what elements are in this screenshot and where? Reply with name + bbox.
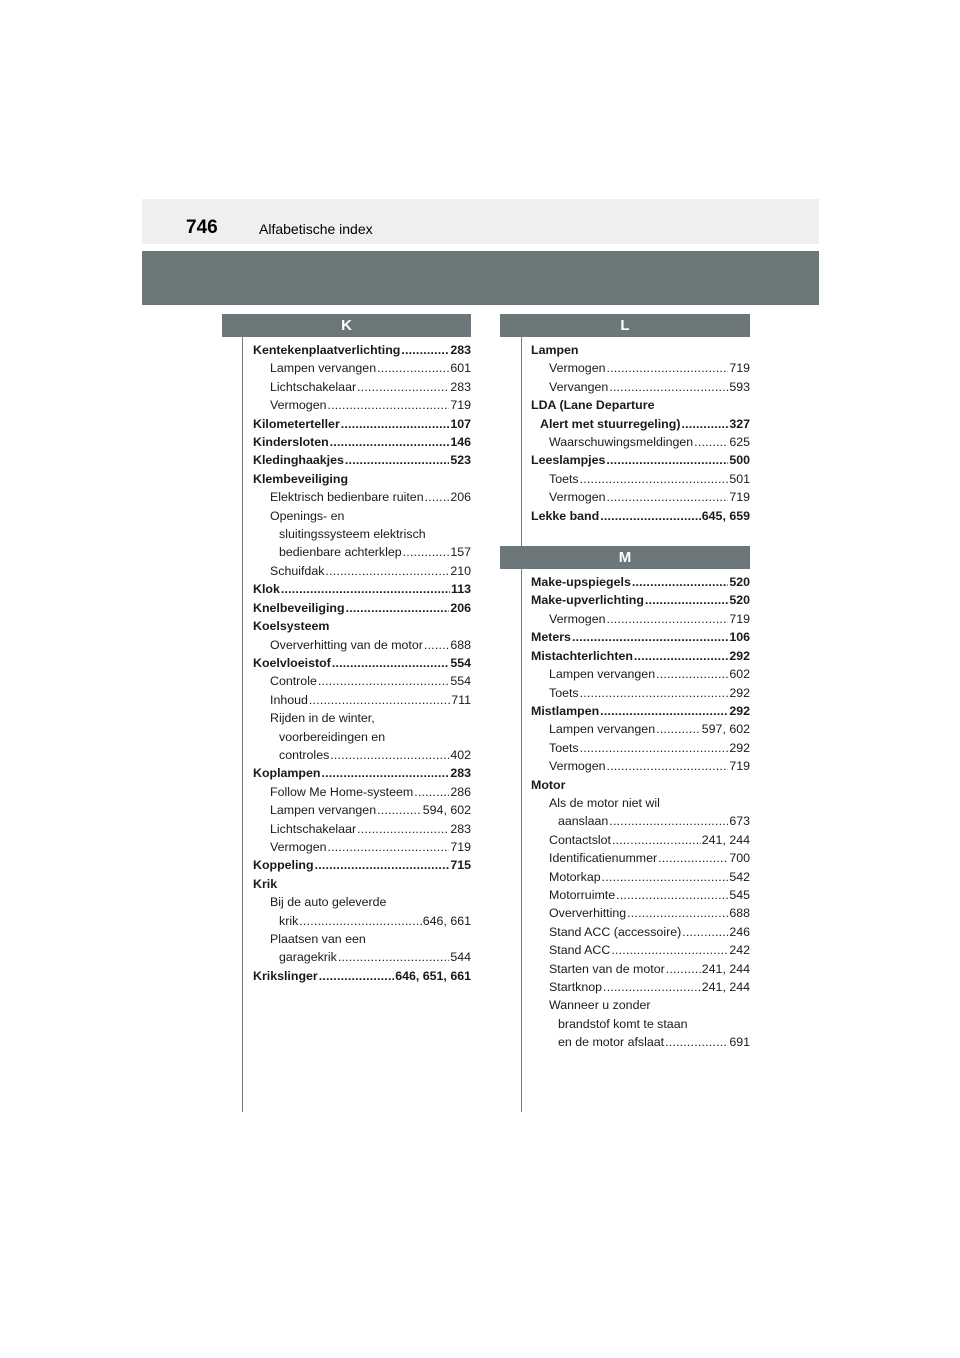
index-entry-pages: 597, 602 [701,722,750,737]
index-entry [222,930,471,948]
index-entry [222,599,471,617]
index-entry-term: sluitingssysteem elektrisch [279,527,426,542]
index-entry [222,967,471,985]
index-entry [222,764,471,782]
index-entry-term: Stand ACC (accessoire) [549,924,682,939]
dot-leader [634,647,728,665]
index-entry [500,610,750,628]
dot-leader [580,739,729,757]
dot-leader [632,573,728,591]
dot-leader [627,904,728,922]
dot-leader [665,1033,728,1051]
index-entry [222,617,471,635]
index-entry-term: garagekrik [279,950,337,965]
index-entries-k [222,337,471,985]
index-entry-term: Contactslot [549,832,611,847]
index-entry-pages: 554 [450,674,471,689]
index-entry [222,654,471,672]
letter-heading-m: M [500,546,750,569]
index-entry-pages: 210 [450,563,471,578]
dot-leader [600,507,701,525]
dot-leader [645,591,728,609]
index-entry-pages: 283 [450,379,471,394]
dot-leader [403,543,450,561]
index-entry [222,728,471,746]
index-entry-term: Krik [253,876,278,891]
dot-leader [330,746,449,764]
index-entry [222,562,471,580]
index-entry-pages: 206 [450,490,471,505]
index-entry-pages: 715 [450,858,471,873]
index-entry [222,783,471,801]
index-entry-pages: 241, 244 [701,980,750,994]
index-entry-term: krik [279,913,299,928]
index-entry-pages: 501 [729,471,750,486]
dot-leader [606,757,728,775]
index-entry-term: Kentekenplaatverlichting [253,343,401,357]
header-band [142,251,819,305]
dot-leader [332,654,450,672]
dot-leader [341,415,450,433]
index-entry-pages: 646, 661 [422,913,471,928]
index-entry [222,470,471,488]
index-entry [500,757,750,775]
index-entry [222,543,471,561]
index-entry-term: Lampen [531,343,579,357]
index-entry [222,672,471,690]
index-entry-term: Lampen vervangen [549,722,656,737]
index-entry [500,341,750,359]
dot-leader [611,941,728,959]
index-entry-pages: 327 [729,416,750,431]
index-entry-pages: 292 [729,648,750,663]
index-entry [500,451,750,469]
section-title: Alfabetische index [259,221,373,237]
dot-leader [602,868,729,886]
index-entry-term: Elektrisch bedienbare ruiten [270,490,424,505]
index-entry [222,746,471,764]
index-entry-term: Kilometerteller [253,416,340,431]
index-entry-pages: 700 [729,851,750,866]
index-entry-term: Lampen vervangen [549,667,656,682]
index-entry-pages: 283 [450,821,471,836]
index-entry-pages: 241, 244 [701,961,750,976]
dot-leader [658,849,728,867]
index-entry-term: Toets [549,471,579,486]
index-entry [222,636,471,654]
index-entry [500,507,750,525]
index-entries-m [500,569,750,1052]
dot-leader [401,341,449,359]
page-number: 746 [186,217,218,238]
index-entry-pages: 719 [729,759,750,774]
dot-leader [338,948,449,966]
index-entry-term: Stand ACC [549,943,611,958]
index-entry [222,820,471,838]
index-entry-pages: 544 [450,950,471,965]
dot-leader [612,831,701,849]
index-entry [500,831,750,849]
index-entry-pages: 520 [729,593,750,608]
index-entry-term: Vermogen [549,361,606,376]
index-entry-term: Starten van de motor [549,961,665,976]
index-entry [222,507,471,525]
index-entry-term: Als de motor niet wil [549,795,660,810]
index-entry-term: Plaatsen van een [270,932,366,946]
index-entry-pages: 646, 651, 661 [395,968,471,983]
index-entry [500,1033,750,1051]
index-entry [500,647,750,665]
index-entry-pages: 691 [729,1035,750,1050]
index-entry [500,739,750,757]
index-column-right [500,314,750,1052]
index-entry [222,433,471,451]
index-entry-term: Vermogen [270,398,327,413]
index-entry-pages: 673 [729,814,750,829]
index-entry [500,794,750,812]
index-entry-term: Vermogen [549,611,606,626]
index-entry [222,378,471,396]
index-column-left [222,314,471,985]
index-entry [500,415,750,433]
index-entry-pages: 246 [729,924,750,939]
index-entry [500,886,750,904]
index-entry-pages: 625 [729,435,750,450]
index-entry-term: Klembeveiliging [253,471,349,486]
index-entry [500,960,750,978]
index-entry-pages: 292 [729,740,750,755]
index-entry-pages: 292 [729,703,750,718]
index-entry-term: Rijden in de winter, [270,711,375,726]
dot-leader [377,359,449,377]
index-entry-pages: 719 [450,839,471,854]
dot-leader [425,488,450,506]
index-entry-pages: 545 [729,887,750,902]
index-entry-term: Toets [549,685,579,700]
index-entry-term: Identificatienummer [549,851,658,866]
index-entry-pages: 711 [451,692,471,707]
dot-leader [414,783,449,801]
index-entry-pages: 283 [450,343,471,357]
index-entry [222,359,471,377]
index-entry-pages: 113 [451,582,471,597]
index-entry [500,941,750,959]
index-entry-term: Krikslinger [253,968,318,983]
index-entry-term: Klok [253,582,280,597]
index-entry-pages: 286 [450,784,471,799]
dot-leader [656,720,701,738]
index-entry [500,378,750,396]
index-entry-pages: 520 [729,575,750,590]
index-entry-term: LDA (Lane Departure [531,398,655,413]
dot-leader [580,684,729,702]
index-entry-pages: 107 [450,416,471,431]
dot-leader [572,628,728,646]
index-entry-pages: 500 [729,453,750,468]
index-entry-pages: 688 [729,906,750,921]
index-entry [222,488,471,506]
index-entry-term: Koplampen [253,766,321,781]
dot-leader [321,764,449,782]
index-entry [500,684,750,702]
index-entry [222,912,471,930]
index-entry [500,978,750,996]
index-entry-pages: 719 [450,398,471,413]
index-entry [222,415,471,433]
dot-leader [318,672,449,690]
index-entry [500,923,750,941]
index-entry-pages: 542 [729,869,750,884]
dot-leader [694,433,728,451]
index-entry-pages: 523 [450,453,471,468]
index-entry-pages: 241, 244 [701,832,750,847]
dot-leader [315,856,450,874]
index-entry-pages: 593 [729,379,750,394]
letter-heading-l: L [500,314,750,337]
index-entry-term: Schuifdak [270,563,325,578]
index-entry [500,470,750,488]
index-entry-term: Vermogen [270,839,327,854]
dot-leader [345,451,449,469]
index-entry-term: Mistlampen [531,703,600,718]
dot-leader [606,451,728,469]
index-entry [222,893,471,911]
index-entry [222,691,471,709]
index-entry-term: Vermogen [549,490,606,505]
dot-leader [580,470,729,488]
index-entry [500,904,750,922]
index-entry-term: Make-upspiegels [531,575,631,590]
index-entry [500,812,750,830]
index-entry-term: Lichtschakelaar [270,379,357,394]
index-entry-term: Motorkap [549,869,601,884]
index-entry [500,488,750,506]
index-entry [500,628,750,646]
index-entries-l [500,337,750,525]
index-entry-term: Koppeling [253,858,314,873]
index-entry-term: voorbereidingen en [279,729,386,744]
index-entry [500,573,750,591]
dot-leader [327,838,449,856]
index-entry [500,433,750,451]
index-entry-term: Waarschuwingsmeldingen [549,435,694,450]
index-entry-pages: 719 [729,611,750,626]
index-entry [222,709,471,727]
dot-leader [377,801,422,819]
index-entry-term: Meters [531,630,571,645]
index-entry-pages: 106 [729,630,750,645]
dot-leader [606,610,728,628]
index-entry-pages: 292 [729,685,750,700]
dot-leader [346,599,450,617]
index-entry-term: Motor [531,777,566,792]
index-entry-term: Kindersloten [253,435,329,450]
dot-leader [682,923,728,941]
index-entry-term: Koelsysteem [253,619,330,634]
dot-leader [609,812,728,830]
index-entry-pages: 602 [729,667,750,682]
index-entry-term: Motorruimte [549,887,616,902]
header-bar [142,199,819,244]
index-entry-term: Wanneer u zonder [549,998,651,1013]
dot-leader [666,960,701,978]
index-entry [500,702,750,720]
index-entry-pages: 402 [450,747,471,762]
index-entry-term: Controle [270,674,317,689]
index-entry [500,1015,750,1033]
index-entry [500,720,750,738]
index-entry-term: brandstof komt te staan [558,1016,688,1031]
index-entry-term: aanslaan [558,814,609,829]
dot-leader [600,702,728,720]
index-entry-pages: 719 [729,490,750,505]
dot-leader [357,378,449,396]
index-entry-term: Vermogen [549,759,606,774]
dot-leader [656,665,728,683]
index-entry-term: Lichtschakelaar [270,821,357,836]
index-entry [222,856,471,874]
index-entry-pages: 554 [450,655,471,670]
index-entry [222,801,471,819]
dot-leader [424,636,449,654]
dot-leader [299,912,421,930]
index-entry [500,849,750,867]
index-entry-term: Knelbeveiliging [253,600,345,615]
index-entry-term: Lampen vervangen [270,361,377,376]
index-entry-term: Inhoud [270,692,308,707]
index-entry-term: Bij de auto geleverde [270,895,387,910]
index-entry-term: Openings- en [270,508,345,523]
index-entry-term: Vervangen [549,379,609,394]
index-entry-pages: 157 [450,545,471,560]
index-entry-term: Leeslampjes [531,453,606,468]
index-entry-term: bedienbare achterklep [279,545,402,560]
index-entry-term: Koelvloeistof [253,655,331,670]
index-entry [500,868,750,886]
index-entry [500,591,750,609]
index-entry-term: Startknop [549,980,603,994]
index-entry-pages: 242 [729,943,750,958]
dot-leader [281,580,450,598]
dot-leader [606,359,728,377]
index-entry-term: Oververhitting van de motor [270,637,423,652]
index-entry-term: Follow Me Home-systeem [270,784,414,799]
index-entry-pages: 594, 602 [422,803,471,818]
index-entry [222,396,471,414]
index-entry-pages: 206 [450,600,471,615]
index-entry [222,341,471,359]
index-entry-term: controles [279,747,330,762]
index-entry [222,525,471,543]
index-entry-term: Oververhitting [549,906,627,921]
index-entry [222,580,471,598]
index-entry-term: Mistachterlichten [531,648,633,663]
index-entry-pages: 688 [450,637,471,652]
index-entry-term: Lekke band [531,508,600,523]
index-entry-term: en de motor afslaat [558,1035,665,1050]
index-entry [222,948,471,966]
dot-leader [325,562,449,580]
dot-leader [616,886,728,904]
index-entry [500,996,750,1014]
index-entry-pages: 146 [450,435,471,450]
index-entry-term: Kledinghaakjes [253,453,344,468]
index-entry [222,838,471,856]
letter-heading-k: K [222,314,471,337]
dot-leader [309,691,450,709]
index-entry [500,359,750,377]
index-entry [500,396,750,414]
index-entry-pages: 645, 659 [701,508,750,523]
dot-leader [327,396,449,414]
index-entry-pages: 719 [729,361,750,376]
index-entry-pages: 601 [450,361,471,376]
dot-leader [357,820,449,838]
dot-leader [681,415,728,433]
dot-leader [330,433,450,451]
index-entry [500,665,750,683]
index-entry-term: Toets [549,740,579,755]
index-entry [222,875,471,893]
index-entry [500,776,750,794]
dot-leader [319,967,394,985]
index-entry-pages: 283 [450,766,471,781]
dot-leader [603,978,701,996]
dot-leader [609,378,728,396]
dot-leader [606,488,728,506]
index-entry-term: Alert met stuurregeling) [540,416,681,431]
index-entry [222,451,471,469]
index-entry-term: Make-upverlichting [531,593,644,608]
index-entry-term: Lampen vervangen [270,803,377,818]
